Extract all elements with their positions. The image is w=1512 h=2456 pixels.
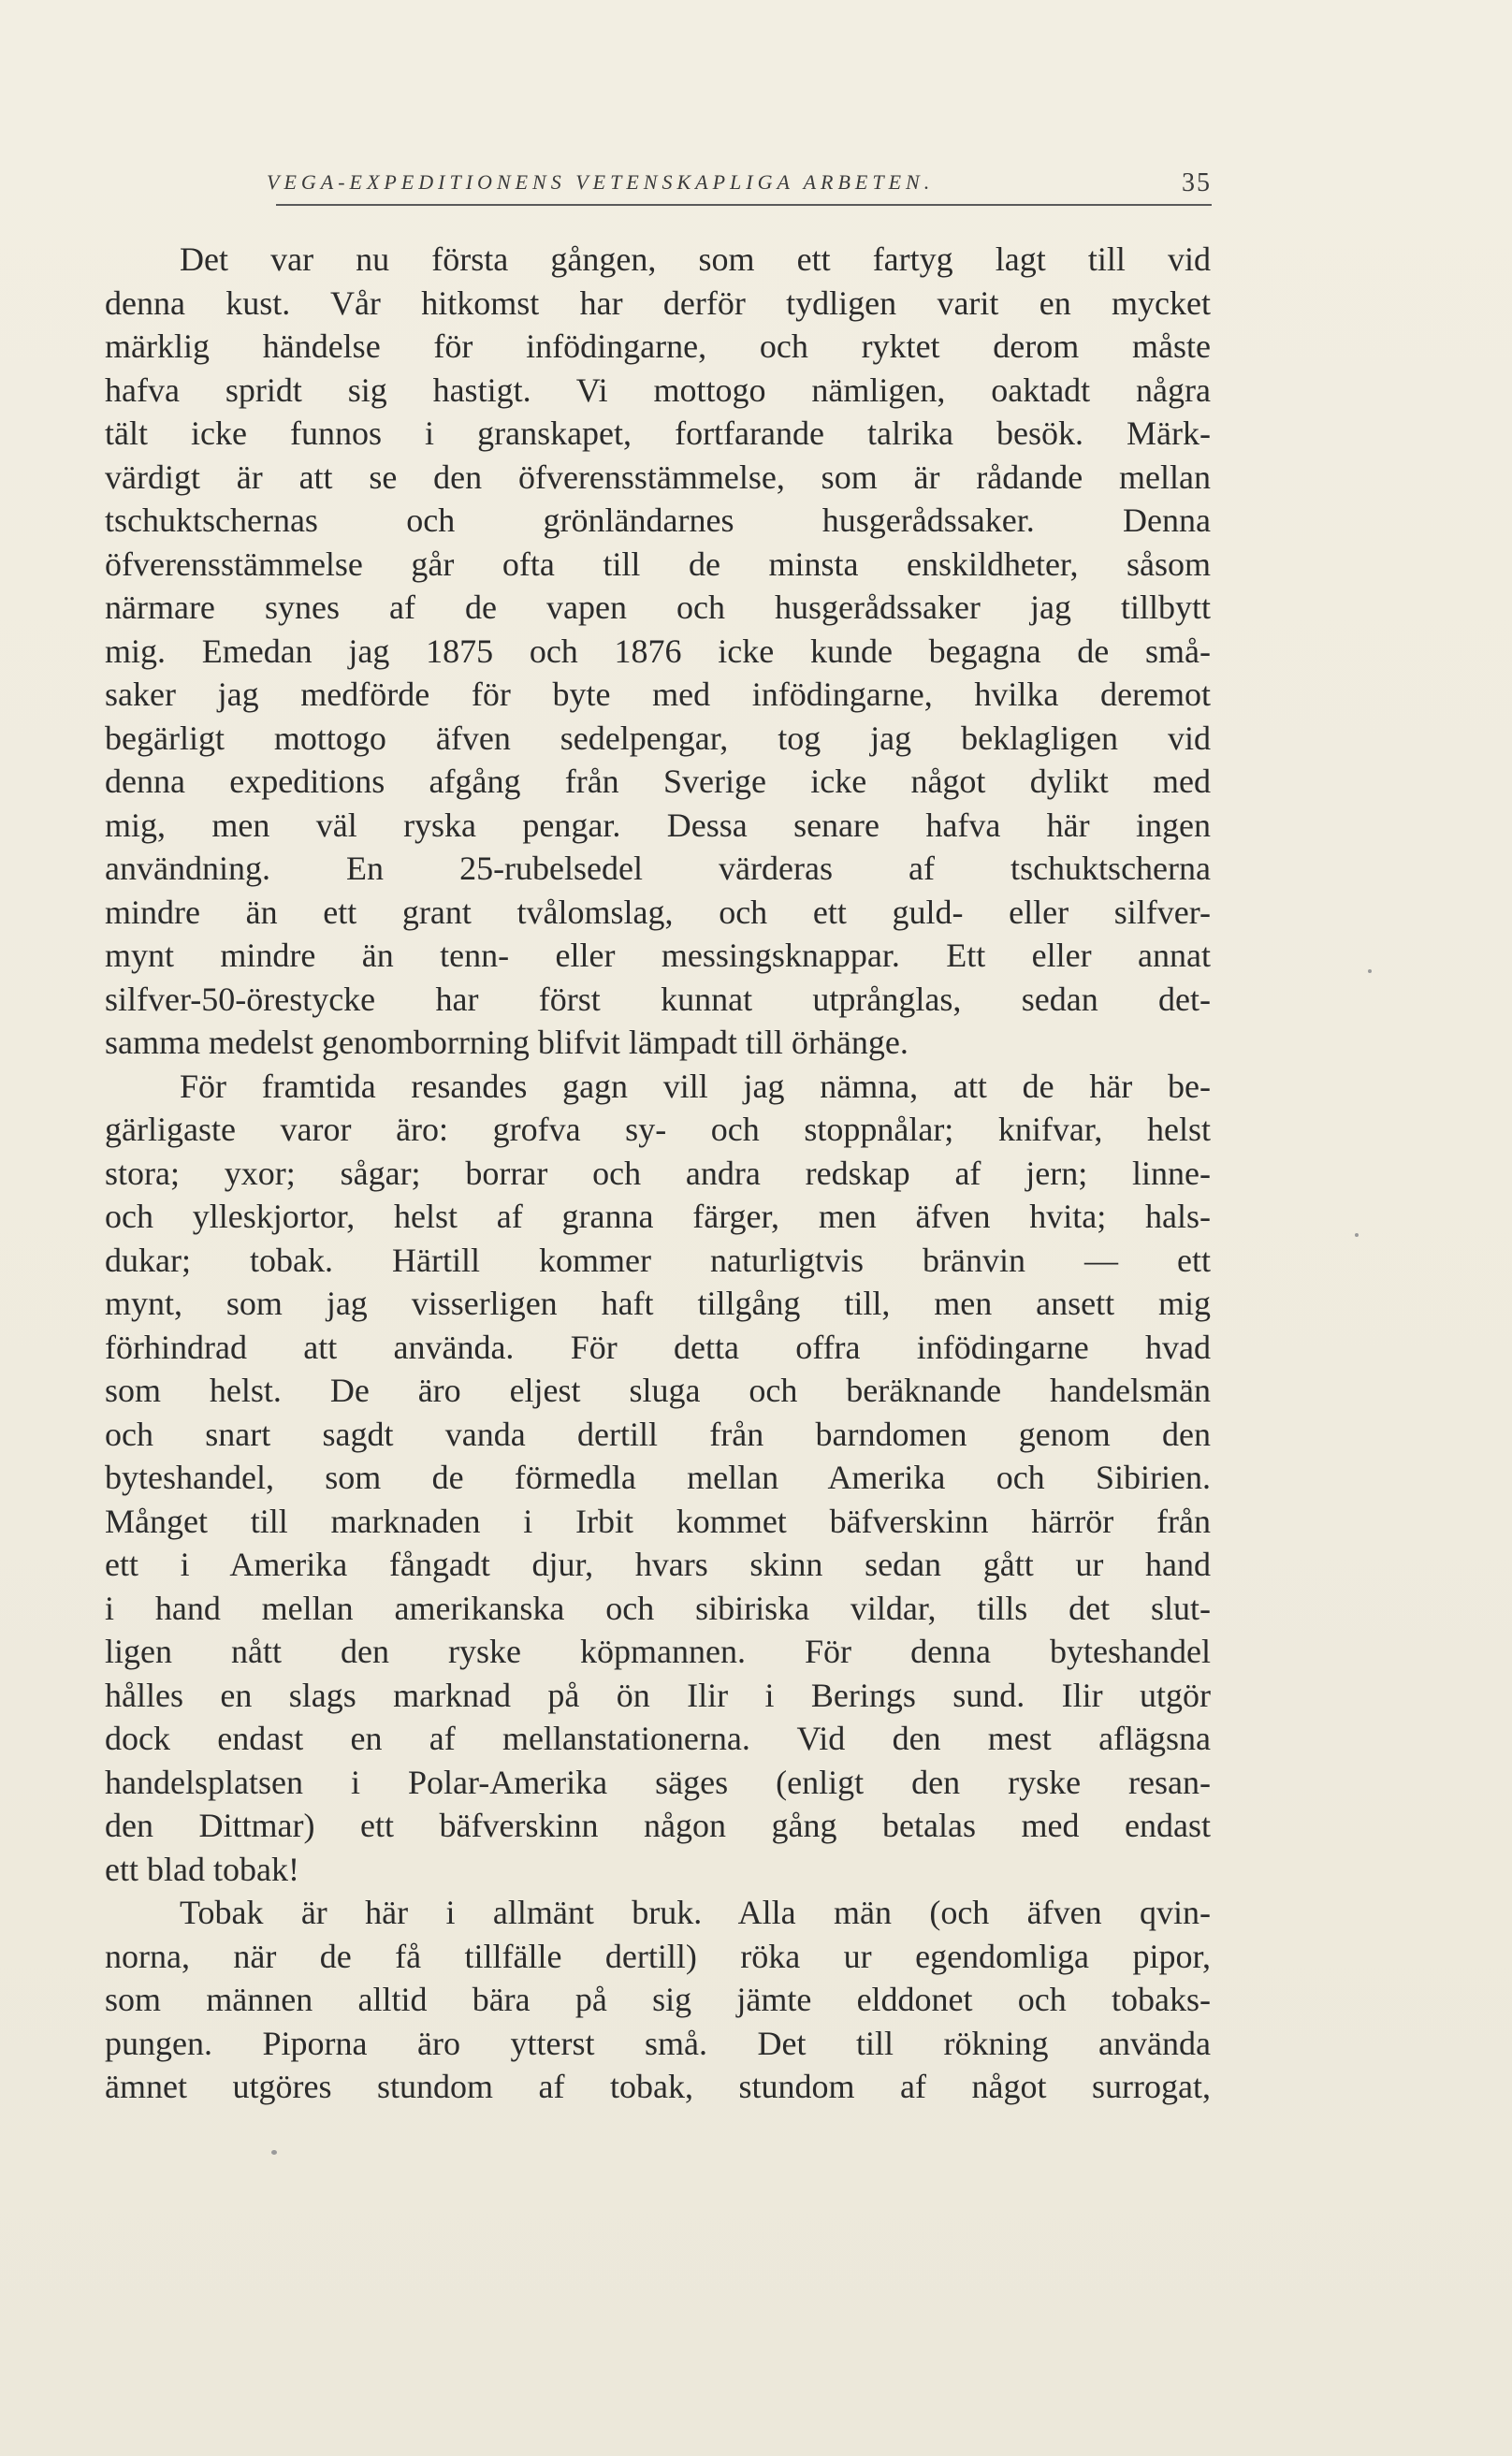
text-line: silfver-50-örestycke har först kunnat utprånglas, sedan det- <box>105 980 1211 1018</box>
text-line: mig, men väl ryska pengar. Dessa senare hafva här ingen <box>105 806 1211 844</box>
text-line: användning. En 25-rubelsedel värderas af tschuktscherna <box>105 850 1211 887</box>
paper-speck <box>271 2150 277 2155</box>
text-line: närmare synes af de vapen och husgerådssaker jag tillbytt <box>105 589 1211 626</box>
text-line: ett i Amerika fångadt djur, hvars skinn sedan gått ur hand <box>105 1546 1211 1583</box>
running-header <box>267 167 1212 208</box>
text-line: hålles en slags marknad på ön Ilir i Berings sund. Ilir utgör <box>105 1676 1211 1714</box>
text-line: gärligaste varor äro: grofva sy- och stoppnålar; knifvar, helst <box>105 1111 1211 1148</box>
text-line: samma medelst genomborrning blifvit lämpadt till örhänge. <box>105 1024 909 1061</box>
text-line: norna, när de få tillfälle dertill) röka ur egendomliga pipor, <box>105 1937 1211 1975</box>
text-line: dock endast en af mellanstationerna. Vid den mest aflägsna <box>105 1720 1211 1757</box>
text-line: mindre än ett grant tvålomslag, och ett guld- eller silfver- <box>105 893 1211 931</box>
text-line: värdigt är att se den öfverensstämmelse, som är rådande mellan <box>105 458 1211 496</box>
text-line: Månget till marknaden i Irbit kommet bäfverskinn härrör från <box>105 1502 1211 1540</box>
text-line: den Dittmar) ett bäfverskinn någon gång betalas med endast <box>105 1807 1211 1844</box>
text-line: öfverensstämmelse går ofta till de minsta enskildheter, såsom <box>105 545 1211 583</box>
text-line: ett blad tobak! <box>105 1850 299 1888</box>
text-line: mig. Emedan jag 1875 och 1876 icke kunde begagna de små- <box>105 632 1211 670</box>
text-line: begärligt mottogo äfven sedelpengar, tog jag beklagligen vid <box>105 719 1211 757</box>
text-line: pungen. Piporna äro ytterst små. Det till rökning använda <box>105 2024 1211 2062</box>
text-line: märklig händelse för infödingarne, och ryktet derom måste <box>105 327 1211 365</box>
text-line: byteshandel, som de förmedla mellan Amerika och Sibirien. <box>105 1459 1211 1496</box>
text-line: mynt, som jag visserligen haft tillgång till, men ansett mig <box>105 1285 1211 1322</box>
page-number: 35 <box>1182 168 1212 197</box>
text-line: mynt mindre än tenn- eller messingsknappar. Ett eller annat <box>105 937 1211 974</box>
text-line: dukar; tobak. Härtill kommer naturligtvis bränvin — ett <box>105 1241 1211 1279</box>
text-line: tschuktschernas och grönländarnes husgerådssaker. Denna <box>105 501 1211 539</box>
text-line: hafva spridt sig hastigt. Vi mottogo nämligen, oaktadt några <box>105 371 1211 409</box>
text-line: ämnet utgöres stundom af tobak, stundom af något surrogat, <box>105 2068 1211 2105</box>
text-line: stora; yxor; sågar; borrar och andra redskap af jern; linne- <box>105 1154 1211 1192</box>
text-line: som männen alltid bära på sig jämte elddonet och tobaks- <box>105 1981 1211 2018</box>
text-line: saker jag medförde för byte med infödingarne, hvilka deremot <box>105 676 1211 713</box>
text-line: handelsplatsen i Polar-Amerika säges (enligt den ryske resan- <box>105 1763 1211 1801</box>
text-line: För framtida resandes gagn vill jag nämna, att de här be- <box>180 1067 1211 1105</box>
body-text <box>105 238 1211 2109</box>
paper-speck <box>1355 1233 1359 1237</box>
text-line: Tobak är här i allmänt bruk. Alla män (och äfven qvin- <box>180 1894 1211 1931</box>
text-line: som helst. De äro eljest sluga och beräknande handelsmän <box>105 1372 1211 1409</box>
header-rule <box>276 204 1212 206</box>
text-line: och snart sagdt vanda dertill från barndomen genom den <box>105 1415 1211 1453</box>
text-line: ligen nått den ryske köpmannen. För denna byteshandel <box>105 1633 1211 1670</box>
text-line: förhindrad att använda. För detta offra infödingarne hvad <box>105 1328 1211 1366</box>
text-line: och ylleskjortor, helst af granna färger, men äfven hvita; hals- <box>105 1198 1211 1235</box>
text-line: denna expeditions afgång från Sverige icke något dylikt med <box>105 763 1211 800</box>
text-line: denna kust. Vår hitkomst har derför tydligen varit en mycket <box>105 283 1211 322</box>
text-line: i hand mellan amerikanska och sibiriska vildar, tills det slut- <box>105 1589 1211 1627</box>
running-title: VEGA-EXPEDITIONENS VETENSKAPLIGA ARBETEN. <box>267 170 935 194</box>
text-line: Det var nu första gången, som ett fartyg lagt till vid <box>180 240 1211 278</box>
text-line: tält icke funnos i granskapet, fortfarande talrika besök. Märk- <box>105 414 1211 452</box>
paper-speck <box>1368 969 1372 973</box>
